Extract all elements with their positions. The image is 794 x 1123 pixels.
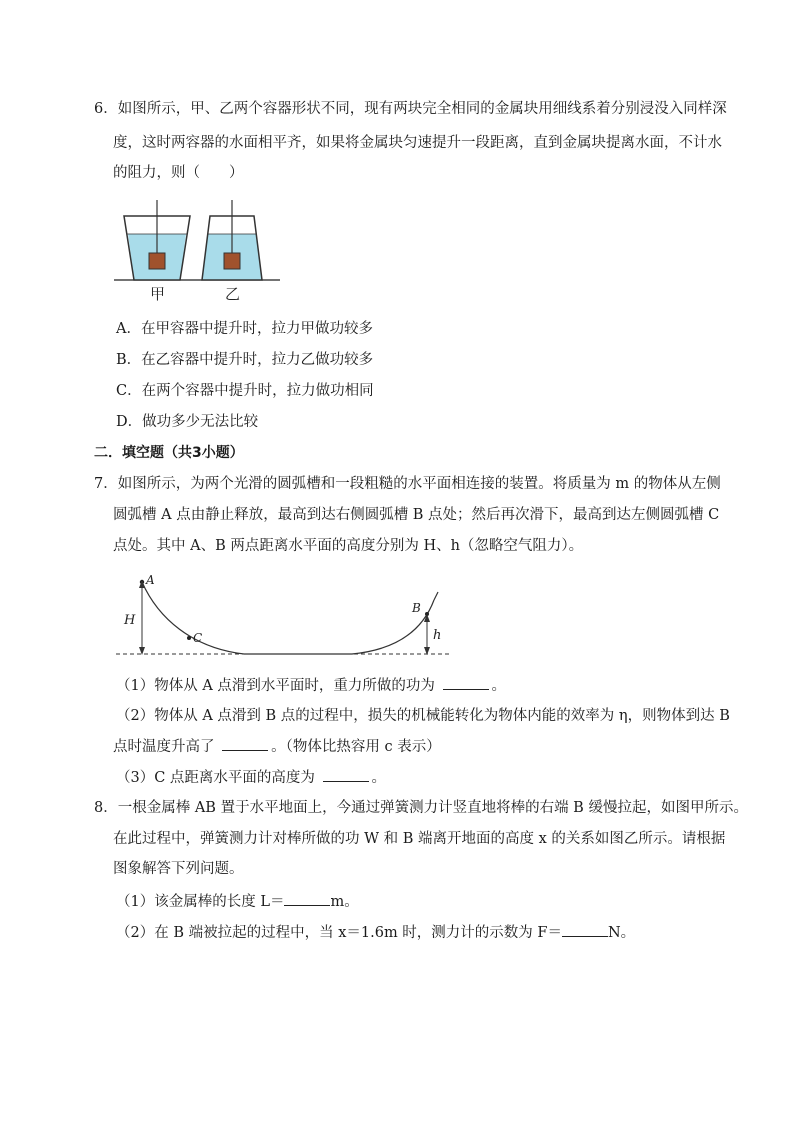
point-b-label: B <box>412 601 421 615</box>
q7-sub1-end: 。 <box>491 678 507 694</box>
q7-sub2-text: 点时温度升高了 <box>113 739 220 755</box>
q6-container-figure <box>112 196 282 308</box>
q6-line-1: 6．如图所示，甲、乙两个容器形状不同，现有两块完全相同的金属块用细线系着分别浸没入同样深 <box>94 101 727 117</box>
q7-line-1: 7．如图所示，为两个光滑的圆弧槽和一段粗糙的水平面相连接的装置。将质量为 m 的物体从左侧 <box>94 476 721 492</box>
q6-option-c: C．在两个容器中提升时，拉力做功相同 <box>116 383 374 399</box>
q8-sub1-end: m。 <box>330 894 359 910</box>
q6-line-2: 度，这时两容器的水面相平齐，如果将金属块匀速提升一段距离，直到金属块提离水面，不计水 <box>113 135 722 151</box>
q7-sub3-end: 。 <box>371 770 387 786</box>
q6-option-a: A．在甲容器中提升时，拉力甲做功较多 <box>116 321 373 337</box>
q8-line-3: 图象解答下列问题。 <box>113 861 244 877</box>
q8-sub1-blank[interactable] <box>284 891 330 906</box>
q6-line-3: 的阻力，则（ ） <box>113 165 244 181</box>
q8-line-1: 8．一根金属棒 AB 置于水平地面上，今通过弹簧测力计竖直地将棒的右端 B 缓慢拉起，如图甲所示。 <box>94 800 748 816</box>
point-c-label: C <box>193 631 203 645</box>
q7-sub3-blank[interactable] <box>323 767 369 782</box>
label-yi: 乙 <box>225 285 241 303</box>
q8-sub1-text: （1）该金属棒的长度 L＝ <box>116 894 285 910</box>
q7-track-figure <box>112 570 457 662</box>
q8-sub2-text: （2）在 B 端被拉起的过程中，当 x＝1.6m 时，测力计的示数为 F＝ <box>116 925 562 941</box>
height-h-lower-label: h <box>433 628 442 643</box>
label-jia: 甲 <box>150 285 166 303</box>
q8-sub-1 <box>116 891 359 912</box>
q7-sub1-blank[interactable] <box>443 675 489 690</box>
q7-sub2-blank[interactable] <box>222 736 268 751</box>
q7-sub-2-line-2 <box>113 736 441 757</box>
q6-option-b: B．在乙容器中提升时，拉力乙做功较多 <box>116 352 374 368</box>
q7-sub3-text: （3）C 点距离水平面的高度为 <box>116 770 320 786</box>
q8-line-2: 在此过程中，弹簧测力计对棒所做的功 W 和 B 端离开地面的高度 x 的关系如图乙所示。请根据 <box>113 831 726 847</box>
q7-sub-3 <box>116 767 386 788</box>
section-title: 二．填空题（共3小题） <box>94 445 244 461</box>
q7-line-3: 点处。其中 A、B 两点距离水平面的高度分别为 H、h（忽略空气阻力）。 <box>113 538 584 554</box>
q8-sub-2 <box>116 922 635 943</box>
q7-line-2: 圆弧槽 A 点由静止释放，最高到达右侧圆弧槽 B 点处；然后再次滑下，最高到达左侧圆弧槽 C <box>113 507 720 523</box>
q7-sub2-end: 。（物体比热容用 c 表示） <box>271 739 441 755</box>
q7-sub-1 <box>116 675 506 696</box>
height-h-upper-label: H <box>124 613 136 628</box>
point-a-label: A <box>146 573 155 587</box>
q6-option-d: D．做功多少无法比较 <box>116 414 259 430</box>
q8-sub2-blank[interactable] <box>562 922 608 937</box>
q7-sub1-text: （1）物体从 A 点滑到水平面时，重力所做的功为 <box>116 678 440 694</box>
q8-sub2-end: N。 <box>607 925 636 941</box>
q7-sub-2-line-1: （2）物体从 A 点滑到 B 点的过程中，损失的机械能转化为物体内能的效率为 η，则物体到达 B <box>116 708 730 724</box>
